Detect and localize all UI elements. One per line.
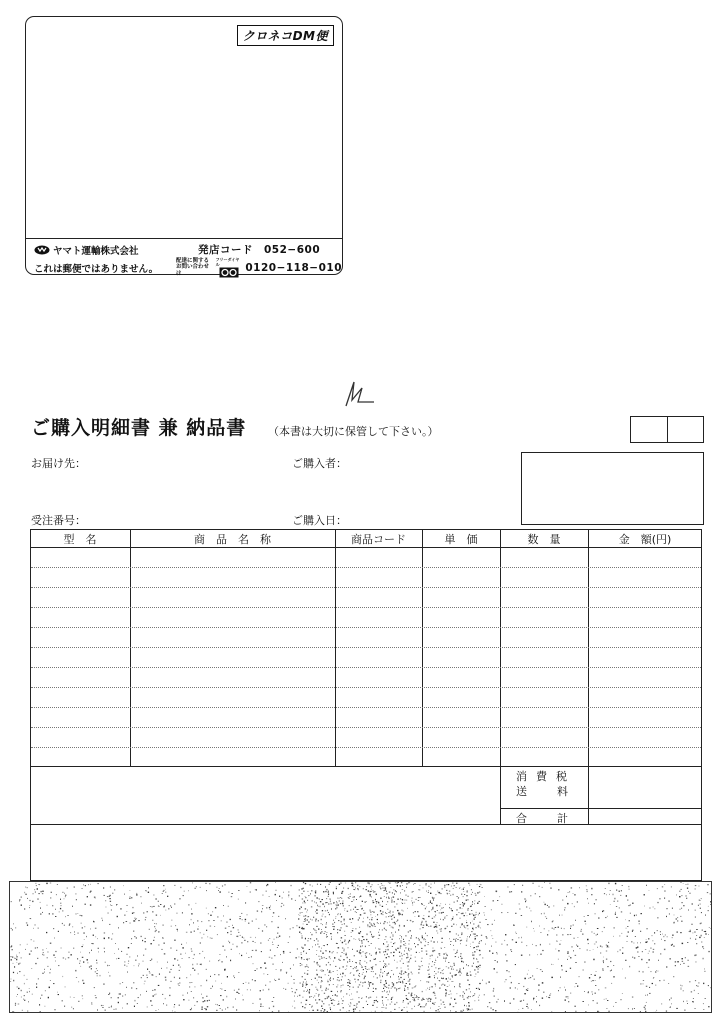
header-quantity: 数 量 [527,532,561,546]
freedial-mark [216,257,242,278]
items-bottom-line [30,766,702,767]
contact-phone: 0120−118−010 [245,261,342,274]
row-divider [31,667,701,668]
contact-label: 配達に関する お問い合わせは [176,257,210,277]
row-divider [31,687,701,688]
document-title: ご購入明細書 兼 納品書 [31,417,247,439]
col-divider [588,529,589,824]
header-unit-price: 単 価 [444,532,478,546]
row-divider [31,707,701,708]
order-number-label: 受注番号： [31,514,86,527]
total-divider [500,808,702,809]
header-product-name: 商 品 名 称 [194,532,271,546]
tax-label: 消費税 [516,770,576,783]
handwritten-mark [340,378,380,410]
company-name: ヤマト運輸株式会社 [53,246,139,257]
recipient-box [521,452,704,525]
freedial-icon [219,267,239,278]
header-amount: 金 額(円) [618,532,672,546]
purchaser-label: ご購入者： [292,457,347,470]
contact-row [176,257,342,278]
document-note: （本書は大切に保管して下さい。） [268,425,439,438]
shipping-label-card [25,16,343,275]
row-divider [31,567,701,568]
shipping-label: 送料 [516,785,598,798]
header-model-name: 型 名 [63,532,97,546]
col-divider [500,529,501,824]
row-divider [31,607,701,608]
total-label: 合計 [516,812,598,825]
row-divider [31,727,701,728]
company-row [34,243,139,257]
freedial-text: フリーダイヤル [215,257,240,267]
brand-badge: クロネコDM便 [237,25,334,46]
cat-logo-icon [34,245,50,255]
not-postal-notice: これは郵便ではありません。 [34,264,159,275]
reference-box [630,416,704,443]
row-divider [31,747,701,748]
row-divider [31,587,701,588]
delivery-to-label: お届け先： [31,457,86,470]
office-code: 発店コード 052−600 [198,244,321,256]
label-divider [26,238,342,239]
noise-texture [10,882,711,1012]
header-product-code: 商品コード [351,532,406,546]
purchase-date-label: ご購入日： [292,514,347,527]
row-divider [31,647,701,648]
summary-bottom-line [30,824,702,825]
row-divider [31,627,701,628]
scan-noise-panel [9,881,712,1013]
